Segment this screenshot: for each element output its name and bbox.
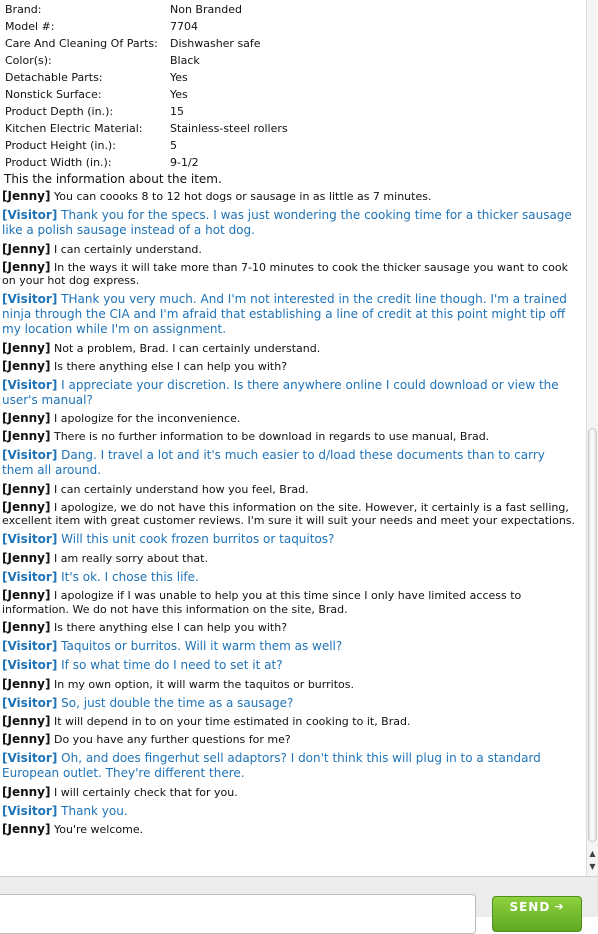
message-speaker: [Jenny] <box>2 732 51 746</box>
message-speaker: [Visitor] <box>2 448 58 462</box>
chat-message <box>2 206 580 241</box>
message-speaker: [Visitor] <box>2 532 58 546</box>
send-button-label: SEND <box>509 900 551 914</box>
spec-row <box>5 103 586 120</box>
send-button[interactable] <box>492 896 582 932</box>
message-text: There is no further information to be download in regards to use manual, Brad. <box>53 430 490 443</box>
message-text: Thank you for the specs. I was just wondering the cooking time for a thicker sausage like a polish sausage instead of a hot dog. <box>2 208 572 237</box>
message-speaker: [Jenny] <box>2 588 51 602</box>
spec-row <box>5 154 586 171</box>
message-text: Thank you. <box>61 803 128 818</box>
scrollbar-thumb[interactable] <box>588 428 597 842</box>
message-speaker: [Visitor] <box>2 208 58 222</box>
chat-message <box>2 821 580 839</box>
spec-label: Nonstick Surface: <box>5 88 102 101</box>
message-speaker: [Jenny] <box>2 550 51 565</box>
message-speaker: [Jenny] <box>2 411 51 425</box>
item-info-line: This the information about the item. <box>4 172 222 186</box>
chat-message <box>2 259 580 291</box>
message-text: I appreciate your discretion. Is there anywhere online I could download or view the user's manual? <box>2 377 559 407</box>
message-text: It will depend in to on your time estimated in cooking to it, Brad. <box>53 715 411 728</box>
message-speaker: [Jenny] <box>2 676 51 691</box>
message-text: Do you have any further questions for me? <box>53 733 291 746</box>
message-speaker: [Jenny] <box>2 619 51 634</box>
message-compose-area <box>0 876 598 917</box>
message-speaker: [Jenny] <box>2 714 51 728</box>
message-text: I can certainly understand how you feel, Brad. <box>53 482 309 496</box>
message-text: Taquitos or burritos. Will it warm them as well? <box>61 638 343 653</box>
message-text: It's ok. I chose this life. <box>61 569 199 584</box>
message-text: Is there anything else I can help you with? <box>53 359 288 373</box>
message-text: So, just double the time as a sausage? <box>61 695 294 710</box>
message-speaker: [Jenny] <box>2 241 51 256</box>
message-text: I apologize, we do not have this information on the site. However, it certainly is a fast selling, excellent item with great customer reviews. I'm sure it will suit your needs and meet your expectations. <box>2 500 576 527</box>
chat-message <box>2 241 580 259</box>
scroll-up-arrow-icon[interactable]: ▲ <box>589 849 596 858</box>
chat-message <box>2 802 580 822</box>
chat-message <box>2 410 580 428</box>
message-text: Is there anything else I can help you with? <box>53 620 288 634</box>
spec-value: Black <box>170 54 200 67</box>
message-text: I will certainly check that for you. <box>53 785 238 799</box>
chat-message <box>2 530 580 550</box>
message-text: Will this unit cook frozen burritos or taquitos? <box>61 532 335 546</box>
message-text: Oh, and does fingerhut sell adaptors? I don't think this will plug in to a standard European outlet. They're different there. <box>2 751 541 780</box>
chat-message <box>2 587 580 619</box>
chat-message <box>2 676 580 694</box>
spec-value: 9-1/2 <box>170 156 199 169</box>
spec-table <box>5 0 586 171</box>
spec-value: 15 <box>170 105 184 118</box>
scroll-down-arrow-icon[interactable]: ▼ <box>589 862 596 871</box>
chat-message <box>2 694 580 714</box>
spec-label: Color(s): <box>5 54 52 67</box>
message-speaker: [Visitor] <box>2 292 58 306</box>
spec-value: Dishwasher safe <box>170 37 261 50</box>
message-input[interactable] <box>0 894 476 934</box>
message-speaker: [Visitor] <box>2 803 58 818</box>
spec-label: Brand: <box>5 3 42 16</box>
spec-row <box>5 52 586 69</box>
message-text: In the ways it will take more than 7-10 minutes to cook the thicker sausage you want to cook on your hot dog express. <box>2 260 568 287</box>
spec-label: Product Depth (in.): <box>5 105 114 118</box>
spec-value: Non Branded <box>170 3 242 16</box>
spec-row <box>5 1 586 18</box>
message-speaker: [Jenny] <box>2 189 51 203</box>
chat-message <box>2 428 580 446</box>
chat-message <box>2 481 580 499</box>
spec-value: 5 <box>170 139 177 152</box>
message-speaker: [Jenny] <box>2 499 51 514</box>
message-list <box>2 188 580 839</box>
spec-value: 7704 <box>170 20 198 33</box>
message-text: In my own option, it will warm the taquitos or burritos. <box>53 677 354 691</box>
transcript-scrollbar[interactable] <box>586 0 598 876</box>
message-speaker: [Jenny] <box>2 259 51 274</box>
chat-message <box>2 499 580 531</box>
spec-label: Product Width (in.): <box>5 156 112 169</box>
message-speaker: [Jenny] <box>2 429 51 443</box>
spec-row <box>5 120 586 137</box>
spec-label: Kitchen Electric Material: <box>5 122 143 135</box>
chat-message <box>2 749 580 784</box>
chat-message <box>2 188 580 206</box>
chat-message <box>2 784 580 802</box>
message-text: If so what time do I need to set it at? <box>61 658 283 672</box>
message-speaker: [Visitor] <box>2 638 58 653</box>
chat-message <box>2 637 580 657</box>
chat-message <box>2 568 580 588</box>
message-text: Dang. I travel a lot and it's much easier to d/load these documents than to carry them all around. <box>2 448 545 477</box>
chat-message <box>2 731 580 749</box>
message-text: You can coooks 8 to 12 hot dogs or sausage in as little as 7 minutes. <box>53 190 432 203</box>
spec-label: Care And Cleaning Of Parts: <box>5 37 158 50</box>
message-speaker: [Visitor] <box>2 658 58 672</box>
message-speaker: [Jenny] <box>2 822 51 836</box>
spec-row <box>5 137 586 154</box>
chat-message <box>2 446 580 481</box>
spec-row <box>5 18 586 35</box>
message-speaker: [Visitor] <box>2 377 58 392</box>
chat-message <box>2 656 580 676</box>
arrow-right-icon: ➔ <box>554 900 565 913</box>
chat-message <box>2 376 580 411</box>
spec-value: Stainless-steel rollers <box>170 122 288 135</box>
message-text: I apologize for the inconvenience. <box>53 412 241 425</box>
chat-message <box>2 340 580 358</box>
message-speaker: [Visitor] <box>2 569 58 584</box>
message-text: I can certainly understand. <box>53 242 202 256</box>
message-text: I apologize if I was unable to help you at this time since I only have limited access to information. We do not have this information on the site, Brad. <box>2 589 522 616</box>
spec-row <box>5 69 586 86</box>
chat-message <box>2 290 580 340</box>
message-text: THank you very much. And I'm not interested in the credit line though. I'm a trained ninja through the CIA and I'm afraid that establishing a line of credit at this point might tip off my location while I'm on assignment. <box>2 292 567 336</box>
message-speaker: [Jenny] <box>2 784 51 799</box>
message-speaker: [Visitor] <box>2 751 58 765</box>
chat-message <box>2 358 580 376</box>
spec-value: Yes <box>170 71 188 84</box>
message-text: You're welcome. <box>53 823 144 836</box>
chat-message <box>2 619 580 637</box>
message-speaker: [Visitor] <box>2 695 58 710</box>
spec-label: Model #: <box>5 20 55 33</box>
message-speaker: [Jenny] <box>2 340 51 355</box>
spec-label: Detachable Parts: <box>5 71 103 84</box>
spec-row <box>5 35 586 52</box>
message-text: Not a problem, Brad. I can certainly understand. <box>53 341 321 355</box>
message-speaker: [Jenny] <box>2 358 51 373</box>
spec-value: Yes <box>170 88 188 101</box>
message-text: I am really sorry about that. <box>53 551 208 565</box>
message-speaker: [Jenny] <box>2 481 51 496</box>
chat-message <box>2 550 580 568</box>
chat-message <box>2 713 580 731</box>
spec-row <box>5 86 586 103</box>
spec-label: Product Height (in.): <box>5 139 116 152</box>
